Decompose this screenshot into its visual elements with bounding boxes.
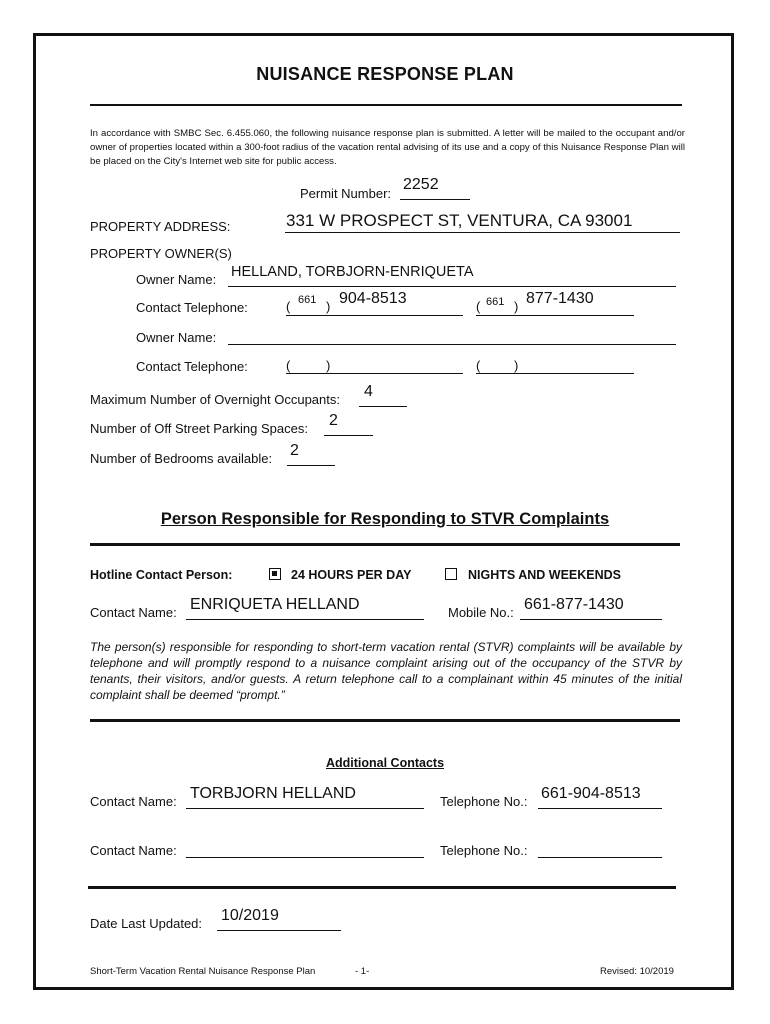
date-updated-label: Date Last Updated: (90, 916, 203, 931)
permit-underline (400, 199, 470, 200)
additional-contact2-phone-label: Telephone No.: (440, 843, 528, 858)
phone2-number[interactable]: 877-1430 (526, 290, 594, 307)
contact-name-label: Contact Name: (90, 605, 177, 620)
phone1-underline (286, 315, 463, 316)
nights-weekends-label: NIGHTS AND WEEKENDS (468, 568, 622, 582)
footer-revised: Revised: 10/2019 (600, 966, 674, 977)
max-occupants-underline (359, 406, 407, 407)
additional-contact2-phone-underline[interactable] (538, 857, 662, 858)
property-address-underline (285, 232, 680, 233)
additional-contact1-phone-underline (538, 808, 662, 809)
phone1-close-paren: ) (326, 299, 331, 314)
nights-weekends-checkbox[interactable] (445, 568, 457, 580)
page-title: NUISANCE RESPONSE PLAN (256, 64, 514, 84)
title-divider (90, 104, 682, 106)
parking-spaces-value[interactable]: 2 (329, 412, 338, 429)
phone2-area-code[interactable]: 661 (486, 296, 505, 308)
phone2-underline (476, 315, 634, 316)
owner2-phone2-underline[interactable] (476, 373, 634, 374)
bedrooms-label: Number of Bedrooms available: (90, 451, 273, 466)
additional-contact2-name-underline[interactable] (186, 857, 424, 858)
phone2-open-paren: ( (476, 299, 481, 314)
additional-contact1-name-label: Contact Name: (90, 794, 177, 809)
hotline-label: Hotline Contact Person: (90, 568, 233, 582)
contact-name-underline (186, 619, 424, 620)
date-updated-underline (217, 930, 341, 931)
owner2-phone1-underline[interactable] (286, 373, 463, 374)
additional-contact2-name-label: Contact Name: (90, 843, 177, 858)
date-updated-value[interactable]: 10/2019 (221, 907, 279, 924)
permit-number-value[interactable]: 2252 (403, 176, 439, 193)
owner-name-label: Owner Name: (136, 272, 217, 287)
footer-page-number: - 1- (355, 966, 370, 977)
additional-contacts-title: Additional Contacts (325, 756, 445, 770)
property-address-label: PROPERTY ADDRESS: (90, 219, 231, 234)
additional-contact1-name-underline (186, 808, 424, 809)
additional-contact1-phone-label: Telephone No.: (440, 794, 528, 809)
permit-label: Permit Number: (300, 186, 392, 201)
responsibility-paragraph: The person(s) responsible for responding to short-term vacation rental (STVR) complaints will be available by telephone and will promptly respond to a nuisance complaint arising out of the occupancy of the STVR by tenants, their visitors, and/or guests. A return telephone call to a complainant within 45 minutes of the initial complaint shall be deemed “prompt.” (90, 640, 682, 702)
owner2-name-label: Owner Name: (136, 330, 217, 345)
owner2-phone2-open-paren: ( (476, 358, 481, 373)
max-occupants-value[interactable]: 4 (364, 383, 373, 400)
additional-contact1-phone-value[interactable]: 661-904-8513 (541, 785, 641, 802)
additional-divider (88, 886, 676, 889)
phone1-number[interactable]: 904-8513 (339, 290, 407, 307)
owner2-telephone-label: Contact Telephone: (136, 359, 248, 374)
property-address-value[interactable]: 331 W PROSPECT ST, VENTURA, CA 93001 (286, 211, 633, 230)
bedrooms-underline (287, 465, 335, 466)
footer-doc-title: Short-Term Vacation Rental Nuisance Response Plan (90, 966, 316, 977)
owner2-name-underline[interactable] (228, 344, 676, 345)
intro-text: In accordance with SMBC Sec. 6.455.060, the following nuisance response plan is submitted. A letter will be mailed to the occupant and/or owner of properties located within a 300-foot radius of the vacation rental advising of its use and a copy of this Nuisance Response Plan will be placed on the City's Internet web site for public access. (90, 128, 685, 167)
mobile-underline (520, 619, 662, 620)
parking-spaces-label: Number of Off Street Parking Spaces: (90, 421, 308, 436)
phone1-area-code[interactable]: 661 (298, 294, 317, 306)
parking-spaces-underline (324, 435, 373, 436)
phone1-open-paren: ( (286, 299, 291, 314)
bedrooms-value[interactable]: 2 (290, 442, 299, 459)
owner2-phone1-open-paren: ( (286, 358, 291, 373)
additional-contact1-name-value[interactable]: TORBJORN HELLAND (190, 785, 356, 802)
property-owners-label: PROPERTY OWNER(S) (90, 246, 232, 261)
paragraph-divider (90, 719, 680, 722)
max-occupants-label: Maximum Number of Overnight Occupants: (90, 392, 340, 407)
contact-name-value[interactable]: ENRIQUETA HELLAND (190, 596, 360, 613)
phone2-close-paren: ) (514, 299, 519, 314)
24-hours-checkbox[interactable] (269, 568, 281, 580)
responsible-section-title: Person Responsible for Responding to STVR Complaints (160, 510, 610, 528)
owner2-phone2-close-paren: ) (514, 358, 519, 373)
owner-name-underline (228, 286, 676, 287)
owner-name-value[interactable]: HELLAND, TORBJORN-ENRIQUETA (231, 264, 474, 280)
24-hours-label: 24 HOURS PER DAY (291, 568, 412, 582)
owner2-phone1-close-paren: ) (326, 358, 331, 373)
mobile-value[interactable]: 661-877-1430 (524, 596, 624, 613)
contact-telephone-label: Contact Telephone: (136, 300, 248, 315)
mobile-label: Mobile No.: (448, 605, 514, 620)
responsible-divider (90, 543, 680, 546)
